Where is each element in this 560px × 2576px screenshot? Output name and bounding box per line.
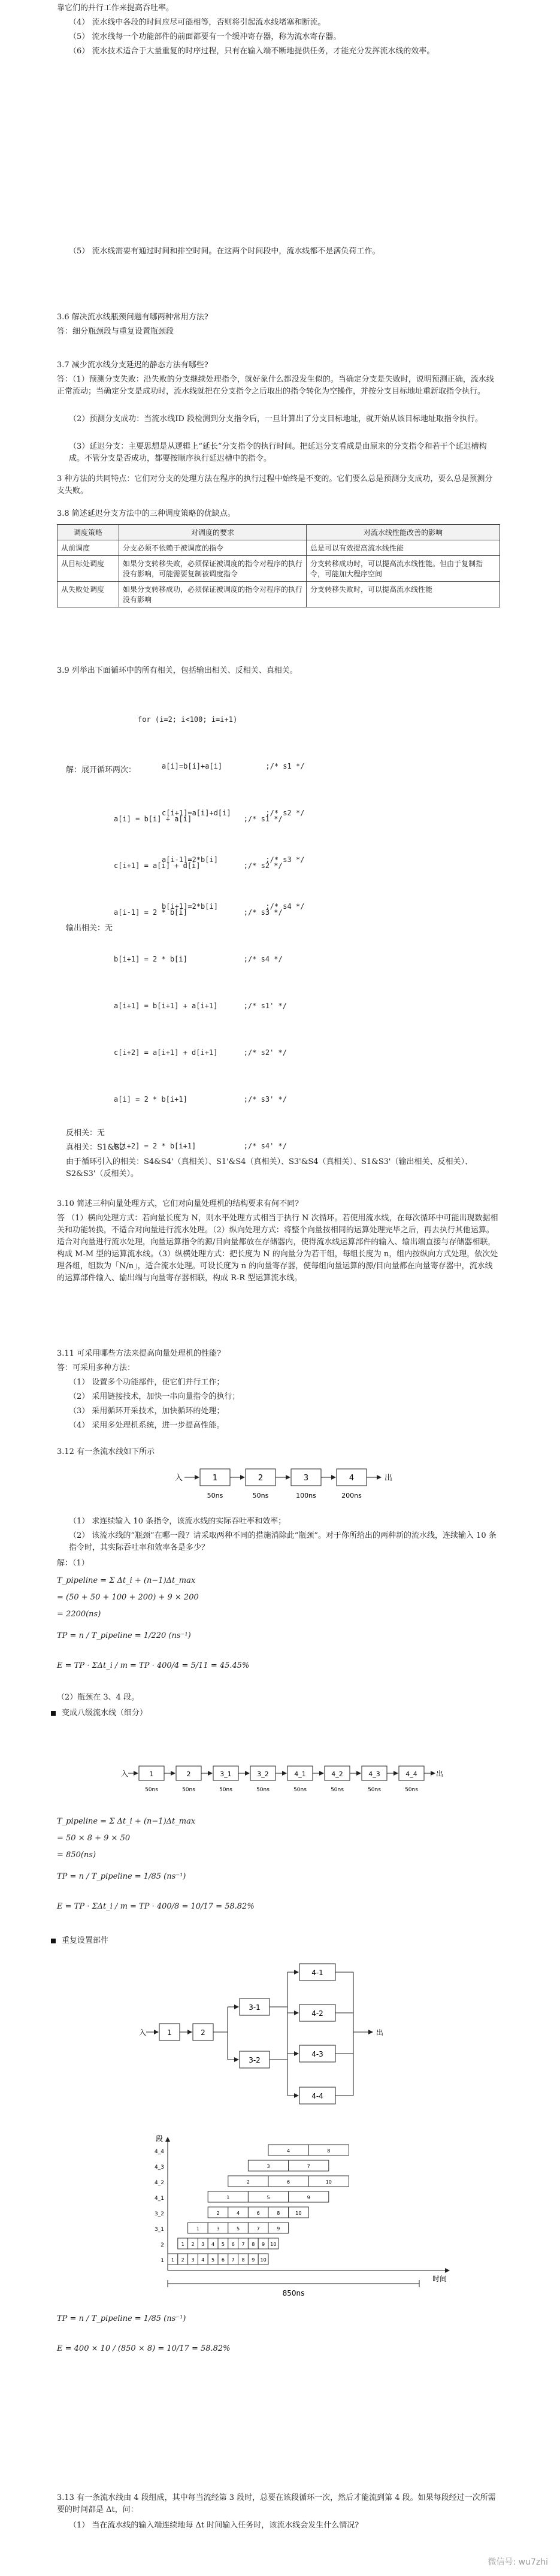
task-number: 7 xyxy=(307,2164,310,2169)
stage-time-label: 50ns xyxy=(145,1787,158,1793)
stage-time-label: 50ns xyxy=(252,1492,269,1499)
task-number: 8 xyxy=(277,2211,280,2216)
table-cell: 分支必须不依赖于被调度的指令 xyxy=(119,540,307,556)
code-line: c[i+1]=a[i]+d[i] ;/* s2 */ xyxy=(162,809,305,817)
formula: = 50 × 8 + 9 × 50 xyxy=(57,1834,131,1843)
pipeline-output-label: 出 xyxy=(385,1474,393,1483)
pipeline-input-label: 入 xyxy=(139,2028,147,2037)
x-axis-label: 时间 xyxy=(432,2275,447,2283)
formula: E = 400 × 10 / (850 × 8) = 10/17 = 58.82% xyxy=(57,2344,231,2353)
pipeline-stage-label: 3 xyxy=(303,1474,309,1483)
stage-time-label: 50ns xyxy=(182,1787,195,1793)
table-cell: 从前调度 xyxy=(57,540,119,556)
task-number: 5 xyxy=(267,2195,270,2200)
task-number: 10 xyxy=(295,2211,302,2216)
table-row xyxy=(57,556,500,582)
pipeline-stage-label: 4_1 xyxy=(294,1770,306,1778)
code-line: a[i-1]=2*b[i] ;/* s3 */ xyxy=(162,855,305,864)
answer-text: 解：（1） xyxy=(57,1559,89,1568)
pipeline-stage-label: 1 xyxy=(167,2028,172,2037)
row-label: 3_1 xyxy=(155,2227,164,2233)
answer-text: 答 （1）横向处理方式：若向量长度为 N，则水平处理方式相当于执行 N 次循环。若使用流水线，在每次循环中可能出现数据相关和功能转换，不适合对向量进行流水处理。（2）纵向处理方式：将整个向量按相同的运算处理完毕之后，再去执行其他运算。适合对向量进行流水处理，向量运算指令的源/目向量都放在存储器内，使得流水线运算部件的输入、输出端直接与存储器相联，构成 M-M 型的运算流水线。（3）纵横处理方式：把长度为 N 的向量分为若干组，每组长度为 n，组内按纵向方式处理，依次处理各组，组数为「N/n」，适合流水处理。可设长度为 n 的向量寄存器，使每组向量运算的源/目向量都在向量寄存器中，流水线的运算部件输入、输出端与向量寄存器相联，构成 R-R 型运算流水线。 xyxy=(57,1214,498,1283)
stage-time-label: 50ns xyxy=(368,1787,381,1793)
task-number: 8 xyxy=(252,2242,255,2247)
answer-text: （2） 该流水线的“瓶颈”在哪一段？请采取两种不同的措施消除此“瓶颈”。对于你所给出的两种新的流水线，连续输入 10 条指令时，其实际吞吐率和效率各是多少？ xyxy=(69,1531,497,1552)
code-line: c[i+2] = a[i+1] + d[i+1] ;/* s2' */ xyxy=(114,1048,287,1057)
formula: = 2200(ns) xyxy=(57,1610,101,1619)
table-cell: 分支转移失败时，可以提高流水线性能 xyxy=(307,582,500,607)
pipeline-stage-label: 4-3 xyxy=(311,2050,323,2058)
list-item: （3） 采用循环开采技术，加快循环的处理； xyxy=(69,1407,225,1416)
table-row xyxy=(57,540,500,556)
task-number: 2 xyxy=(191,2242,195,2247)
pipeline-stage-label: 2 xyxy=(258,1474,264,1483)
task-number: 3 xyxy=(216,2226,220,2232)
task-number: 1 xyxy=(196,2226,199,2232)
task-number: 5 xyxy=(237,2226,240,2232)
stage-4-copies xyxy=(287,1964,373,2104)
row-label: 4_4 xyxy=(155,2149,164,2155)
task-number: 4 xyxy=(237,2211,240,2216)
table-header: 对调度的要求 xyxy=(119,525,307,540)
task-number: 1 xyxy=(181,2242,184,2247)
pipeline-output-label: 出 xyxy=(436,1770,444,1778)
question-title: 3.12 有一条流水线如下所示 xyxy=(57,1447,155,1456)
table-header: 调度策略 xyxy=(57,525,119,540)
code-line: a[i] = b[i] + a[i] ;/* s1 */ xyxy=(114,815,283,823)
code-line: a[i+1] = b[i+1] + a[i+1] ;/* s1' */ xyxy=(114,1002,287,1010)
answer-text: （2）预测分支成功：当流水线ID 段检测到分支指令后，一旦计算出了分支目标地址，就开始从该目标地址取指令执行。 xyxy=(69,415,483,424)
task-number: 3 xyxy=(191,2257,195,2263)
stage-time-label: 200ns xyxy=(341,1492,362,1499)
code-line: a[i]=b[i]+a[i] ;/* s1 */ xyxy=(162,762,305,770)
pipeline-diagram-parallel xyxy=(138,1954,413,2116)
formula: TP = n / T_pipeline = 1/85 (ns⁻¹) xyxy=(57,2314,186,2323)
pipeline-stage-label: 3_2 xyxy=(257,1770,269,1778)
task-number: 6 xyxy=(231,2242,235,2247)
pipeline-input-label: 入 xyxy=(175,1474,183,1483)
pipeline-stage-label: 1 xyxy=(149,1770,154,1778)
task-number: 7 xyxy=(231,2257,235,2263)
answer-text: 由于循环引入的相关：S4&S4'（真相关）、S1'&S4（真相关）、S3'&S4（真相关）、S1&S3'（输出相关、反相关）、S2&S3'（反相关）。 xyxy=(66,1157,473,1178)
pipeline-stages xyxy=(139,1766,435,1793)
formula: E = TP · ΣΔt_i / m = TP · 400/4 = 5/11 = 45.45% xyxy=(57,1661,250,1670)
answer-text: 答：（1）预测分支失败：沿失败的分支继续处理指令，就好象什么都没发生似的。当确定分支是失败时，说明预测正确，流水线正常流动；当确定分支是成功时，流水线就把在分支指令之后取出的指令转化为空操作，并按分支目标地址重新取指令执行。 xyxy=(57,375,494,396)
task-number: 7 xyxy=(256,2226,260,2232)
formula: T_pipeline = Σ Δt_i + (n−1)Δt_max xyxy=(57,1576,196,1585)
task-number: 2 xyxy=(246,2179,250,2185)
table-cell: 总是可以有效提高流水线性能 xyxy=(307,540,500,556)
formula: TP = n / T_pipeline = 1/85 (ns⁻¹) xyxy=(57,1872,186,1881)
task-number: 4 xyxy=(211,2242,215,2247)
table-header: 对流水线性能改善的影响 xyxy=(307,525,500,540)
table-row xyxy=(57,582,500,607)
formula: = 850(ns) xyxy=(57,1851,96,1860)
pipeline-stage-label: 4-1 xyxy=(311,1969,323,1977)
pipeline-stage-label: 2 xyxy=(186,1770,191,1778)
task-number: 3 xyxy=(267,2164,270,2169)
stage-time-label: 50ns xyxy=(405,1787,418,1793)
space-time-rows xyxy=(155,2145,349,2264)
y-axis-label: 段 xyxy=(156,2134,164,2143)
answer-text: 解：展开循环两次： xyxy=(66,766,137,775)
code-line: b[i+2] = 2 * b[i+1] ;/* s4' */ xyxy=(114,1142,287,1150)
strategy-table xyxy=(57,524,500,607)
code-line: a[i] = 2 * b[i+1] ;/* s3' */ xyxy=(114,1095,287,1103)
row-label: 4_2 xyxy=(155,2180,164,2186)
question-title: 3.7 减少流水线分支延迟的静态方法有哪些? xyxy=(57,361,208,370)
code-block xyxy=(114,780,365,1185)
task-number: 6 xyxy=(287,2179,290,2185)
watermark: 微信号: wu7zhi xyxy=(488,2557,548,2567)
task-number: 9 xyxy=(262,2242,265,2247)
table-cell: 从失败处调度 xyxy=(57,582,119,607)
task-number: 5 xyxy=(221,2242,225,2247)
task-number: 4 xyxy=(201,2257,205,2263)
code-line: for (i=2; i<100; i=i+1) xyxy=(138,715,238,724)
code-line: b[i+1]=2*b[i] ;/* s4 */ xyxy=(162,902,305,911)
pipeline-stage-label: 4 xyxy=(349,1474,355,1483)
total-time-label: 850ns xyxy=(282,2289,305,2297)
list-item: （1） 设置多个功能部件，使它们并行工作； xyxy=(69,1378,225,1387)
pipeline-diagram-4-stage xyxy=(174,1462,413,1504)
stage-time-label: 50ns xyxy=(256,1787,270,1793)
pipeline-stage-label: 2 xyxy=(201,2028,205,2037)
text-line: 靠它们的并行工作来提高吞吐率。 xyxy=(57,4,174,13)
answer-text: （2）瓶颈在 3、4 段。 xyxy=(57,1693,140,1702)
answer-text: 答：细分瓶颈段与重复设置瓶颈段 xyxy=(57,327,174,336)
pipeline-stage-label: 3-1 xyxy=(249,2003,261,2012)
list-item: （4） 采用多处理机系统，进一步提高性能。 xyxy=(69,1421,225,1430)
pipeline-stage-label: 3_1 xyxy=(220,1770,232,1778)
task-number: 10 xyxy=(260,2257,267,2263)
question-title: 3.13 有一条流水线由 4 段组成，其中每当流经第 3 段时，总要在该段循环一次，然后才能流到第 4 段。如果每段经过一次所需要的时间都是 Δt，问： xyxy=(57,2493,496,2514)
text-line: （5） 流水线每一个功能部件的前面都要有一个缓冲寄存器，称为流水寄存器。 xyxy=(69,32,341,41)
task-number: 10 xyxy=(270,2242,277,2247)
task-number: 5 xyxy=(211,2257,215,2263)
task-number: 2 xyxy=(181,2257,184,2263)
bullet-square-icon xyxy=(51,1711,56,1716)
answer-text: 真相关：S1&S2 xyxy=(66,1143,125,1152)
pipeline-stage-label: 1 xyxy=(212,1474,218,1483)
code-line: c[i+1] = a[i] + d[i] ;/* s2 */ xyxy=(114,861,283,870)
code-line: a[i-1] = 2 * b[i] ;/* s3 */ xyxy=(114,908,283,917)
question-title: 3.8 简述延迟分支方法中的三种调度策略的优缺点。 xyxy=(57,509,235,518)
text-line: （6） 流水技术适合于大量重复的时序过程，只有在输入端不断地提供任务，才能充分发挥流水线的效率。 xyxy=(69,47,435,56)
answer-text: 反相关：无 xyxy=(66,1129,105,1138)
answer-text: 3 种方法的共同特点：它们对分支的处理方法在程序的执行过程中始终是不变的。它们要么总是预测分支成功，要么总是预测分支失败。 xyxy=(57,474,493,495)
task-number: 4 xyxy=(287,2148,290,2154)
stage-time-label: 50ns xyxy=(331,1787,344,1793)
question-title: 3.10 简述三种向量处理方式，它们对向量处理机的结构要求有何不同? xyxy=(57,1199,299,1208)
pipeline-diagram-8-stage xyxy=(120,1761,455,1797)
table-cell: 如果分支转移成功，必须保证被调度的指令对程序的执行没有影响 xyxy=(119,582,307,607)
stage-time-label: 50ns xyxy=(207,1492,223,1499)
question-title: 3.6 解决流水线瓶颈问题有哪两种常用方法? xyxy=(57,313,208,322)
pipeline-input-label: 入 xyxy=(121,1770,129,1778)
task-number: 8 xyxy=(327,2148,331,2154)
row-label: 2 xyxy=(161,2242,164,2248)
text-line: （4） 流水线中各段的时间应尽可能相等，否则将引起流水线堵塞和断流。 xyxy=(69,18,326,27)
pipeline-stage-label: 4_4 xyxy=(405,1770,417,1778)
table-header-row xyxy=(57,525,500,540)
code-line: b[i+1] = 2 * b[i] ;/* s4 */ xyxy=(114,955,283,963)
row-label: 1 xyxy=(161,2258,164,2264)
stage-time-label: 100ns xyxy=(296,1492,316,1499)
task-number: 1 xyxy=(171,2257,174,2263)
bullet-item: 变成八级流水线（细分） xyxy=(51,1707,506,1719)
task-number: 9 xyxy=(277,2226,280,2232)
stage-time-label: 50ns xyxy=(219,1787,232,1793)
answer-text: （1） 当在流水线的输入端连续地每 Δt 时间输入任务时，该流水线会发生什么情况? xyxy=(69,2521,359,2530)
pipeline-stage-label: 4_3 xyxy=(368,1770,380,1778)
formula: = (50 + 50 + 100 + 200) + 9 × 200 xyxy=(57,1593,199,1602)
pipeline-stage-label: 4_2 xyxy=(331,1770,343,1778)
formula: E = TP · ΣΔt_i / m = TP · 400/8 = 10/17 = 58.82% xyxy=(57,1902,255,1911)
task-number: 8 xyxy=(241,2257,245,2263)
task-number: 9 xyxy=(307,2195,310,2200)
row-label: 3_2 xyxy=(155,2211,164,2217)
formula: T_pipeline = Σ Δt_i + (n−1)Δt_max xyxy=(57,1817,196,1826)
task-number: 6 xyxy=(221,2257,225,2263)
pipeline-stage-label: 4-2 xyxy=(311,2009,323,2018)
bullet-item: 重复设置部件 xyxy=(51,1935,506,1947)
row-label: 4_3 xyxy=(155,2164,164,2170)
question-title: 3.9 列举出下面循环中的所有相关，包括输出相关、反相关、真相关。 xyxy=(57,666,298,675)
answer-text: （1） 求连续输入 10 条指令，该流水线的实际吞吐率和效率； xyxy=(69,1517,286,1526)
answer-text: （3）延迟分支：主要思想是从逻辑上“延长”分支指令的执行时间。把延迟分支看成是由原来的分支指令和若干个延迟槽构成。不管分支是否成功，都要按顺序执行延迟槽中的指令。 xyxy=(69,442,487,463)
task-number: 6 xyxy=(256,2211,260,2216)
answer-text: 答：可采用多种方法： xyxy=(57,1363,135,1372)
task-number: 9 xyxy=(252,2257,255,2263)
pipeline-output-label: 出 xyxy=(376,2028,384,2037)
pipeline-stage-label: 3-2 xyxy=(249,2056,261,2064)
task-number: 3 xyxy=(201,2242,205,2247)
task-number: 10 xyxy=(325,2179,332,2185)
task-number: 2 xyxy=(216,2211,220,2216)
answer-text: 输出相关：无 xyxy=(66,924,113,933)
table-cell: 从目标处调度 xyxy=(57,556,119,582)
text-line: （5） 流水线需要有通过时间和排空时间。在这两个时间段中，流水线都不是满负荷工作。 xyxy=(69,247,380,256)
pipeline-stage-label: 4-4 xyxy=(311,2092,323,2100)
task-number: 1 xyxy=(226,2195,230,2200)
question-title: 3.11 可采用哪些方法来提高向量处理机的性能? xyxy=(57,1349,222,1358)
bullet-square-icon xyxy=(51,1939,56,1943)
task-number: 7 xyxy=(241,2242,245,2247)
formula: TP = n / T_pipeline = 1/220 (ns⁻¹) xyxy=(57,1631,191,1640)
table-cell: 分支转移成功时，可以提高流水线性能。但由于复制指令，可能加大程序空间 xyxy=(307,556,500,582)
stage-time-label: 50ns xyxy=(293,1787,307,1793)
row-label: 4_1 xyxy=(155,2196,164,2202)
space-time-diagram xyxy=(138,2133,473,2300)
table-cell: 如果分支转移失败，必须保证被调度的指令对程序的执行没有影响，可能需要复制被调度指令 xyxy=(119,556,307,582)
list-item: （2） 采用链接技术，加快一串向量指令的执行； xyxy=(69,1392,240,1401)
